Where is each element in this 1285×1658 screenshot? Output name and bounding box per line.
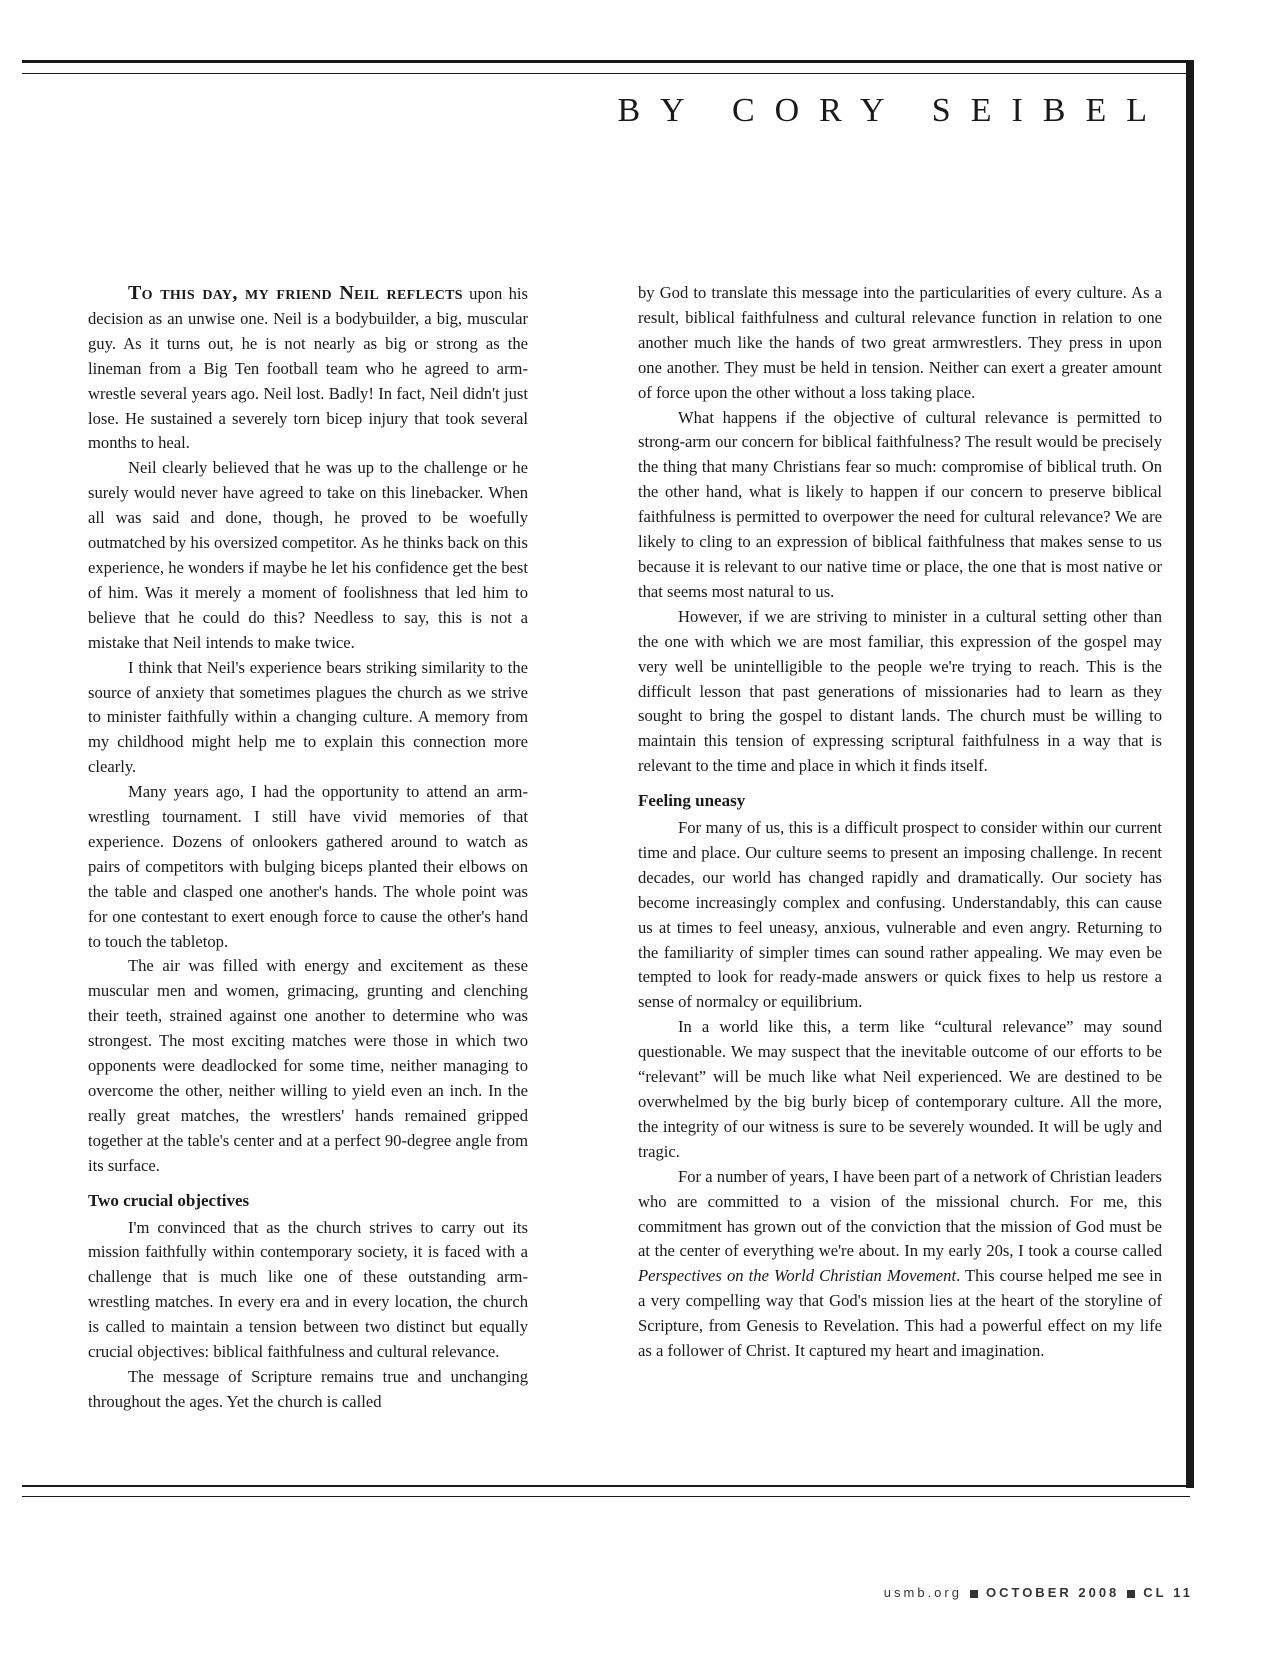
section-heading: Feeling uneasy <box>638 791 746 811</box>
top-rule-thin <box>22 73 1190 74</box>
square-bullet-icon <box>970 1590 978 1598</box>
page-footer <box>884 1585 1193 1600</box>
paragraph: For many of us, this is a difficult prospect to consider within our current time and place. Our culture seems to present an imposing challenge. In recent decades, our world has changed rapidly and dramatically. Our society has become increasingly complex and confusing. Understandably, this can cause us at times to feel uneasy, anxious, vulnerable and even angry. Returning to the familiarity of simpler times can sound rather appealing. We may even be tempted to look for ready-made answers or quick fixes to help us restore a sense of normalcy or equilibrium. <box>638 818 1162 1012</box>
page-number: 11 <box>1173 1585 1193 1600</box>
paragraph: I'm convinced that as the church strives to carry out its mission faithfully within contemporary society, it is faced with a challenge that is much like one of these outstanding arm-wrestling matches. In every era and in every location, the church is called to maintain a tension between two distinct but equally crucial objectives: biblical faithfulness and cultural relevance. <box>88 1217 528 1362</box>
paragraph: Many years ago, I had the opportunity to attend an arm-wrestling tournament. I still have vivid memories of that experience. Dozens of onlookers gathered around to watch as pairs of competitors with bulging biceps planted their elbows on the table and clasped one another's hands. The whole point was for one contestant to exert enough force to cause the other's hand to touch the tabletop. <box>88 782 528 951</box>
course-title: Perspectives on the World Christian Movement <box>638 1266 957 1286</box>
paragraph: However, if we are striving to minister in a cultural setting other than the one with which we are most familiar, this expression of the gospel may very well be unintelligible to the people we're trying to reach. This is the difficult lesson that past generations of missionaries had to learn as they sought to bring the gospel to distant lands. The church must be willing to maintain this tension of expressing scriptural faithfulness in a way that is relevant to the time and place in which it finds itself. <box>638 606 1162 776</box>
top-rule <box>22 60 1190 63</box>
paragraph: For a number of years, I have been part of a network of Christian leaders who are committed to a vision of the missional church. For me, this commitment has grown out of the conviction that the mission of God must be at the center of everything we're about. In my early 20s, I took a course called Perspectives on the World Christian Movement. This course helped me see in a very compelling way that God's mission lies at the heart of the storyline of Scripture, from Genesis to Revelation. This had a powerful effect on my life as a follower of Christ. It captured my heart and imagination. <box>638 1166 1162 1361</box>
footer-issue: OCTOBER 2008 <box>985 1585 1120 1600</box>
paragraph: The air was filled with energy and excitement as these muscular men and women, grimacing, grunting and clenching their teeth, strained against one another to determine who was strongest. The most exciting matches were those in which two opponents were deadlocked for some time, neither managing to overcome the other, neither willing to yield even an inch. In the really great matches, the wrestlers' hands remained gripped together at the table's center and at a perfect 90-degree angle from its surface. <box>88 956 528 1175</box>
bottom-rule <box>22 1485 1190 1487</box>
paragraph: I think that Neil's experience bears striking similarity to the source of anxiety that sometimes plagues the church as we strive to minister faithfully within a changing culture. A memory from my childhood might help me to explain this connection more clearly. <box>88 657 528 777</box>
paragraph: What happens if the objective of cultural relevance is permitted to strong-arm our concern for biblical faithfulness? The result would be precisely the thing that many Christians fear so much: compromise of biblical truth. On the other hand, what is likely to happen if our concern to preserve biblical faithfulness is permitted to overpower the need for cultural relevance? We are likely to cling to an expression of biblical faithfulness that makes sense to us because it is relevant to our native time or place, the one that is most native or that seems most natural to us. <box>638 407 1162 601</box>
lead-in: To this day, my friend Neil reflects <box>128 282 463 304</box>
square-bullet-icon <box>1127 1590 1135 1598</box>
paragraph: In a world like this, a term like “cultural relevance” may sound questionable. We may suspect that the inevitable outcome of our efforts to be “relevant” will be much like what Neil experienced. We are destined to be overwhelmed by the big burly bicep of contemporary culture. All the more, the integrity of our witness is sure to be severely wounded. It will be ugly and tragic. <box>638 1017 1162 1161</box>
right-column <box>638 281 1162 1364</box>
paragraph: To this day, my friend Neil reflects upon his decision as an unwise one. Neil is a bodybuilder, a big, muscular guy. As it turns out, he is not nearly as big or strong as the lineman from a Big Ten football team who he agreed to arm-wrestle several years ago. Neil lost. Badly! In fact, Neil didn't just lose. He sustained a severely torn bicep injury that took several months to heal. <box>88 282 528 453</box>
paragraph: The message of Scripture remains true and unchanging throughout the ages. Yet the church is called <box>88 1366 528 1411</box>
bottom-rule-thin <box>22 1496 1190 1497</box>
right-frame-bar <box>1186 60 1194 1488</box>
byline: BY CORY SEIBEL <box>617 92 1167 129</box>
paragraph: by God to translate this message into the particularities of every culture. As a result, biblical faithfulness and cultural relevance function in relation to one another much like the hands of two great armwrestlers. They press in upon one another. They must be held in tension. Neither can exert a greater amount of force upon the other without a loss taking place. <box>638 283 1162 402</box>
left-column <box>88 281 528 1415</box>
paragraph: Neil clearly believed that he was up to the challenge or he surely would never have agreed to take on this linebacker. When all was said and done, though, he proved to be woefully outmatched by his oversized competitor. As he thinks back on this experience, he wonders if maybe he let his confidence get the best of him. Was it merely a moment of foolishness that led him to believe that he could do this? Needless to say, this is not a mistake that Neil intends to make twice. <box>88 458 528 652</box>
section-heading: Two crucial objectives <box>88 1190 250 1210</box>
footer-site: usmb.org <box>883 1585 962 1600</box>
footer-magazine: CL <box>1143 1585 1167 1600</box>
